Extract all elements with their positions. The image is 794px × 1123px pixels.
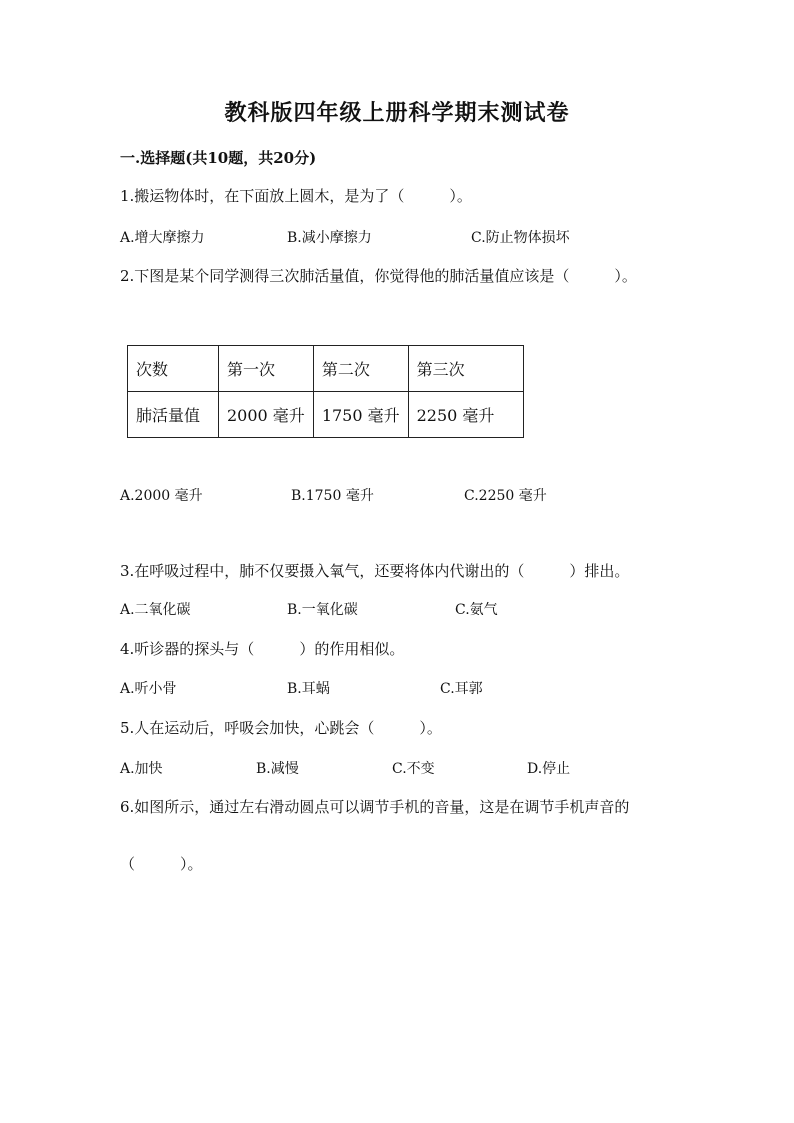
section-heading: 一.选择题(共10题，共20分) (120, 149, 317, 167)
question-4-stem: 4.听诊器的探头与（ ）的作用相似。 (120, 640, 405, 658)
table-header-row (128, 346, 524, 392)
table-header-cell: 第三次 (408, 346, 523, 392)
question-1-stem: 1.搬运物体时，在下面放上圆木，是为了（ ）。 (120, 187, 472, 205)
table-header-cell: 第一次 (219, 346, 314, 392)
table-cell: 肺活量值 (128, 392, 219, 438)
question-4-option-b: B.耳蜗 (287, 681, 330, 697)
question-4-option-c: C.耳郭 (440, 681, 483, 697)
lung-capacity-table (127, 345, 524, 438)
table-cell: 1750 毫升 (313, 392, 408, 438)
question-2-stem: 2.下图是某个同学测得三次肺活量值，你觉得他的肺活量值应该是（ ）。 (120, 267, 637, 285)
table-header-cell: 第二次 (313, 346, 408, 392)
question-6-stem: 6.如图所示，通过左右滑动圆点可以调节手机的音量，这是在调节手机声音的 (120, 798, 630, 816)
question-2-option-b: B.1750 毫升 (291, 488, 374, 504)
table-row (128, 392, 524, 438)
question-3-stem: 3.在呼吸过程中，肺不仅要摄入氧气，还要将体内代谢出的（ ）排出。 (120, 562, 630, 580)
question-2-option-a: A.2000 毫升 (120, 488, 203, 504)
question-3-option-b: B.一氧化碳 (287, 602, 358, 618)
question-5-option-b: B.减慢 (256, 761, 299, 777)
page-title: 教科版四年级上册科学期末测试卷 (224, 100, 570, 126)
question-1-option-c: C.防止物体损坏 (471, 230, 570, 246)
question-3-option-a: A.二氧化碳 (120, 602, 191, 618)
question-5-option-d: D.停止 (527, 761, 571, 777)
question-1-option-a: A.增大摩擦力 (120, 230, 205, 246)
question-5-option-c: C.不变 (392, 761, 435, 777)
question-5-option-a: A.加快 (120, 761, 163, 777)
question-6-answer-blank: （ ）。 (120, 855, 203, 873)
table-cell: 2250 毫升 (408, 392, 523, 438)
question-3-option-c: C.氨气 (455, 602, 498, 618)
question-2-option-c: C.2250 毫升 (464, 488, 547, 504)
table-cell: 2000 毫升 (219, 392, 314, 438)
question-4-option-a: A.听小骨 (120, 681, 177, 697)
question-1-option-b: B.减小摩擦力 (287, 230, 372, 246)
question-5-stem: 5.人在运动后，呼吸会加快，心跳会（ ）。 (120, 719, 442, 737)
table-header-cell: 次数 (128, 346, 219, 392)
